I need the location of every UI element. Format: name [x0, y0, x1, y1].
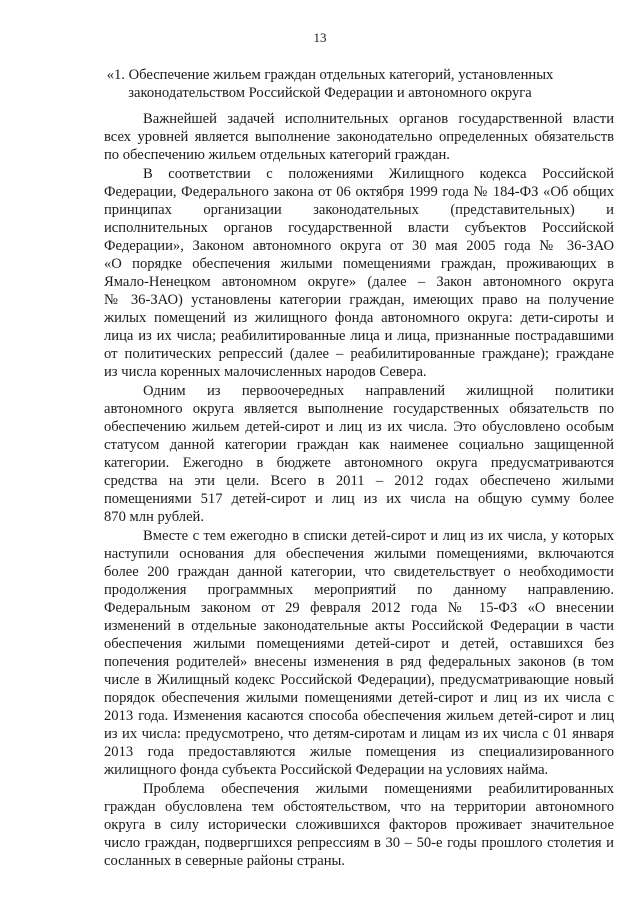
paragraph-line: 2013 года. Изменения касаются способа обеспечения жильем детей-сирот и лиц [104, 708, 614, 724]
paragraph-line: статусом данной категории граждан как наименее социально защищенной [104, 437, 614, 453]
paragraph-line: помещениями 517 детей-сирот и лиц из их числа на общую сумму более [104, 491, 614, 507]
paragraph-line: принципах организации законодательных (представительных) и [104, 202, 614, 218]
section-heading [100, 66, 560, 102]
paragraph-line: Федерации, Федерального закона от 06 октября 1999 года № 184-ФЗ «Об общих [104, 184, 614, 200]
paragraph-line: № 36-ЗАО) установлены категории граждан, имеющих право на получение [104, 292, 614, 308]
paragraph-line: обеспечению жильем детей-сирот и лиц из их числа. Это обусловлено особым [104, 419, 614, 435]
paragraph-line: 870 млн рублей. [104, 509, 205, 525]
paragraph-line: Одним из первоочередных направлений жилищной политики [143, 383, 614, 399]
paragraph [104, 165, 614, 381]
paragraph-line: изменений в отдельные законодательные акты Российской Федерации в части [104, 618, 614, 634]
heading-line: законодательством Российской Федерации и автономного округа [128, 85, 532, 101]
paragraph-line: категории. Ежегодно в бюджете автономного округа предусматриваются [104, 455, 614, 471]
paragraph-line: числе в Жилищный кодекс Российской Федерации), предусматривающие новый [104, 672, 614, 688]
paragraph-line: всех уровней является выполнение законодательно определенных обязательств [104, 129, 614, 145]
paragraph [104, 382, 614, 526]
paragraph-line: средства на эти цели. Всего в 2011 – 2012 годах обеспечено жилыми [104, 473, 614, 489]
paragraph-line: из их числа: предусмотрено, что детям-сиротам и лицам из их числа с 01 января [104, 726, 614, 742]
paragraph-line: наступили основания для обеспечения жилыми помещениями, включаются [104, 546, 614, 562]
paragraph [104, 527, 614, 779]
paragraph-line: обеспечения жилыми помещениями детей-сирот и детей, оставшихся без [104, 636, 614, 652]
paragraph-line: «О порядке обеспечения жилыми помещениями граждан, проживающих в [104, 256, 614, 272]
paragraph-line: от политических репрессий (далее – реабилитированные граждане); граждане [104, 346, 614, 362]
heading-line: «1. Обеспечение жильем граждан отдельных категорий, установленных [106, 67, 554, 83]
paragraph-line: граждан обусловлена тем обстоятельством, что на территории автономного [104, 799, 614, 815]
body-text [104, 110, 614, 871]
paragraph-line: округа в силу исторически сложившихся факторов проживает значительное [104, 817, 614, 833]
paragraph-line: 2013 года предоставляются жилые помещения из специализированного [104, 744, 614, 760]
paragraph-line: порядок обеспечения жилыми помещениями детей-сирот и лиц из их числа с [104, 690, 614, 706]
paragraph-line: автономного округа является выполнение государственных обязательств по [104, 401, 614, 417]
paragraph-line: жилых помещений из жилищного фонда автономного округа: дети-сироты и [104, 310, 614, 326]
paragraph [104, 110, 614, 164]
paragraph-line: жилищного фонда субъекта Российской Федерации на условиях найма. [104, 762, 549, 778]
paragraph-line: Вместе с тем ежегодно в списки детей-сирот и лиц из их числа, у которых [143, 528, 614, 544]
page-number: 13 [313, 30, 327, 45]
paragraph-line: продолжения программных мероприятий по данному направлению. [104, 582, 614, 598]
paragraph-line: Ямало-Ненецком автономном округе» (далее – Закон автономного округа [104, 274, 614, 290]
paragraph [104, 780, 614, 870]
paragraph-line: Федеральным законом от 29 февраля 2012 года № 15-ФЗ «О внесении [104, 600, 614, 616]
paragraph-line: В соответствии с положениями Жилищного кодекса Российской [143, 166, 614, 182]
paragraph-line: Важнейшей задачей исполнительных органов государственной власти [143, 111, 614, 127]
paragraph-line: попечения родителей» внесены изменения в ряд федеральных законов (в том [104, 654, 614, 670]
paragraph-line: из числа коренных малочисленных народов Севера. [104, 364, 427, 380]
paragraph-line: Федерации», Законом автономного округа от 30 мая 2005 года № 36-ЗАО [104, 238, 614, 254]
paragraph-line: лица из их числа; реабилитированные лица и лица, признанные пострадавшими [104, 328, 614, 344]
paragraph-line: по обеспечению жильем отдельных категорий граждан. [104, 147, 450, 163]
paragraph-line: число граждан, подвергшихся репрессиям в 30 – 50-е годы прошлого столетия и [104, 835, 614, 851]
paragraph-line: исполнительных органов государственной власти субъектов Российской [104, 220, 614, 236]
paragraph-line: сосланных в северные районы страны. [104, 853, 345, 869]
paragraph-line: более 200 граждан данной категории, что свидетельствует о необходимости [104, 564, 614, 580]
paragraph-line: Проблема обеспечения жилыми помещениями реабилитированных [143, 781, 614, 797]
